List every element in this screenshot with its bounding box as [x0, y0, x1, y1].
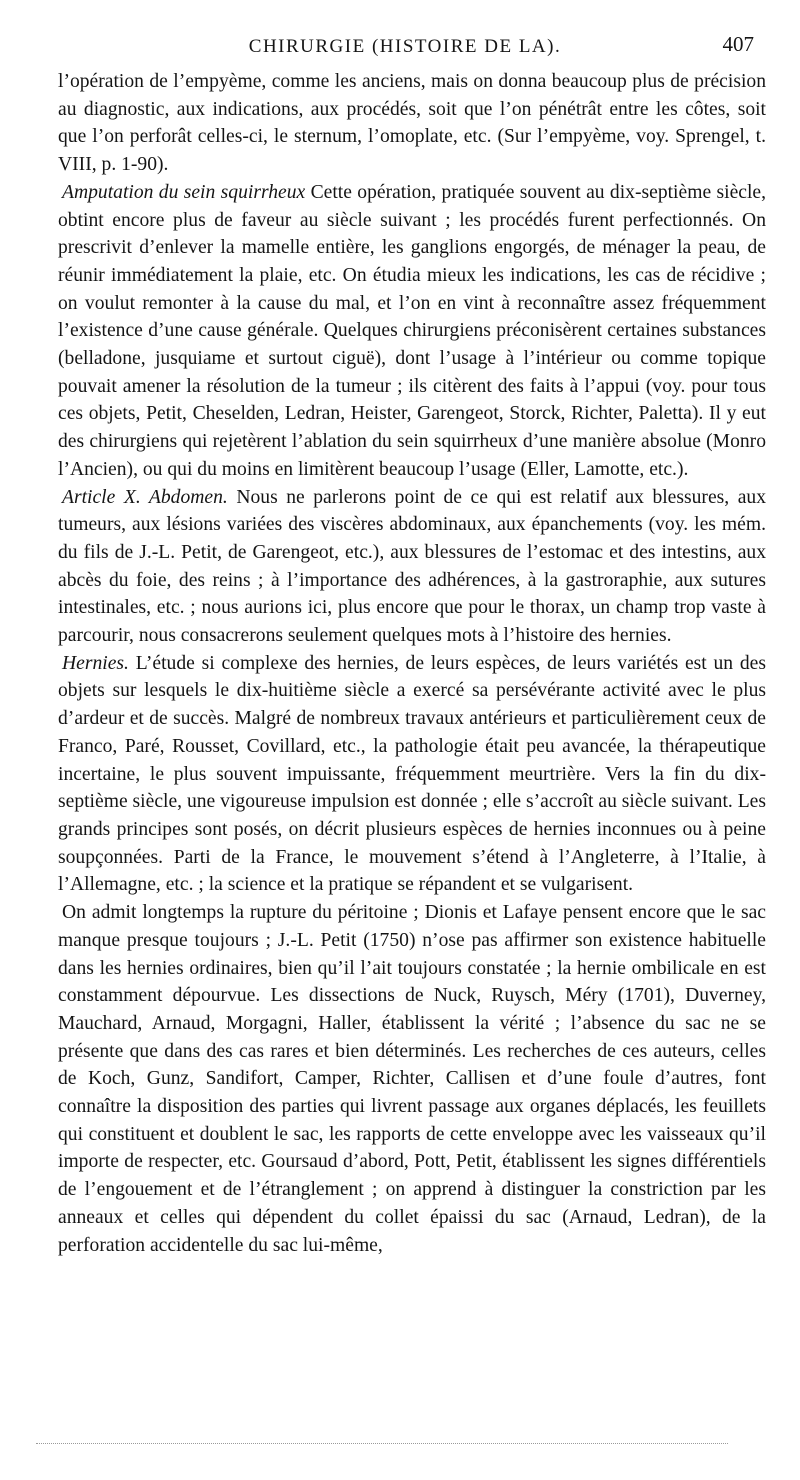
- body-text: [58, 68, 766, 1259]
- paragraph-hernies: [58, 650, 766, 899]
- running-head: CHIRURGIE (HISTOIRE DE LA).: [248, 36, 562, 57]
- paragraph-text: L’étude si complexe des hernies, de leurs espèces, de leurs variétés est un des objets sur lesquels le dix-huitième siècle a exercé sa persévérante activité avec le plus d’ardeur et de succès. Malgré de nombreux travaux antérieurs et particulièrement ceux de Franco, Paré, Rousset, Covillard, etc., la pathologie était peu avancée, la thérapeutique incertaine, le plus souvent impuissante, fréquemment meurtrière. Vers la fin du dix-septième siècle, une vigoureuse impulsion est donnée ; elle s’accroît au siècle suivant. Les grands principes sont posés, on décrit plusieurs espèces de hernies inconnues ou à peine soupçonnées. Parti de la France, le mouvement s’étend à l’Angleterre, à l’Italie, à l’Allemagne, etc. ; la science et la pratique se répandent et se vulgarisent.: [58, 652, 766, 896]
- page-number: 407: [722, 32, 754, 56]
- bottom-dotted-rule: [36, 1443, 728, 1444]
- page-header: [56, 32, 754, 62]
- paragraph-text: l’opération de l’empyème, comme les anciens, mais on donna beaucoup plus de précision au diagnostic, aux indications, aux procédés, soit que l’on pénétrât entre les côtes, soit que l’on perforât celles-ci, le sternum, l’omoplate, etc. (Sur l’empyème, voy. Sprengel, t. VIII, p. 1-90).: [58, 71, 766, 176]
- section-lead-in: Amputation du sein squirrheux: [62, 181, 306, 203]
- paragraph-text: On admit longtemps la rupture du péritoine ; Dionis et Lafaye pensent encore que le sac manque presque toujours ; J.-L. Petit (1750) n’ose pas affirmer son existence habituelle dans les hernies ordinaires, bien qu’il l’ait toujours constatée ; la hernie ombilicale en est constamment dépourvue. Les dissections de Nuck, Ruysch, Méry (1701), Duverney, Mauchard, Arnaud, Morgagni, Haller, établissent la vérité ; l’absence du sac ne se présente que dans des cas rares et bien déterminés. Les recherches de ces auteurs, celles de Koch, Gunz, Sandifort, Camper, Richter, Callisen et d’une foule d’autres, font connaître la disposition des parties qui livrent passage aux organes déplacés, les feuillets qui constituent et doublent le sac, les rapports de cette enveloppe avec les vaisseaux qu’il importe de respecter, etc. Goursaud d’abord, Pott, Petit, établissent les signes différentiels de l’engouement et de l’étranglement ; on apprend à distinguer la constriction par les anneaux et celles qui dépendent du collet épaissi du sac (Arnaud, Ledran), de la perforation accidentelle du sac lui-même,: [58, 902, 766, 1256]
- paragraph-article-abdomen: [58, 484, 766, 650]
- paragraph-text: Nous ne parlerons point de ce qui est relatif aux blessures, aux tumeurs, aux lésions variées des viscères abdominaux, aux épanchements (voy. les mém. du fils de J.-L. Petit, de Garengeot, etc.), aux blessures de l’estomac et des intestins, aux abcès du foie, des reins ; à l’importance des adhérences, à la gastroraphie, aux sutures intestinales, etc. ; nous aurions ici, plus encore que pour le thorax, un champ trop vaste à parcourir, nous consacrerons seulement quelques mots à l’histoire des hernies.: [58, 486, 766, 647]
- paragraph-empyeme-continued: [58, 68, 766, 179]
- paragraph-peritoine: [58, 899, 766, 1259]
- article-heading: Article X. Abdomen.: [62, 486, 228, 508]
- section-lead-in: Hernies.: [62, 652, 129, 674]
- paragraph-amputation-sein: [58, 179, 766, 484]
- paragraph-text: Cette opération, pratiquée souvent au dix-septième siècle, obtint encore plus de faveur au siècle suivant ; les procédés furent perfectionnés. On prescrivit d’enlever la mamelle entière, les ganglions engorgés, de ménager la peau, de réunir immédiatement la plaie, etc. On étudia mieux les indications, les cas de récidive ; on voulut remonter à la cause du mal, et l’on en vint à reconnaître assez fréquemment l’existence d’une cause générale. Quelques chirurgiens préconisèrent certaines substances (belladone, jusquiame et surtout ciguë), dont l’usage à l’intérieur ou comme topique pouvait amener la résolution de la tumeur ; ils citèrent des faits à l’appui (voy. pour tous ces objets, Petit, Cheselden, Ledran, Heister, Garengeot, Storck, Richter, Paletta). Il y eut des chirurgiens qui rejetèrent l’ablation du sein squirrheux d’une manière absolue (Monro l’Ancien), ou qui du moins en limitèrent beaucoup l’usage (Eller, Lamotte, etc.).: [58, 181, 766, 480]
